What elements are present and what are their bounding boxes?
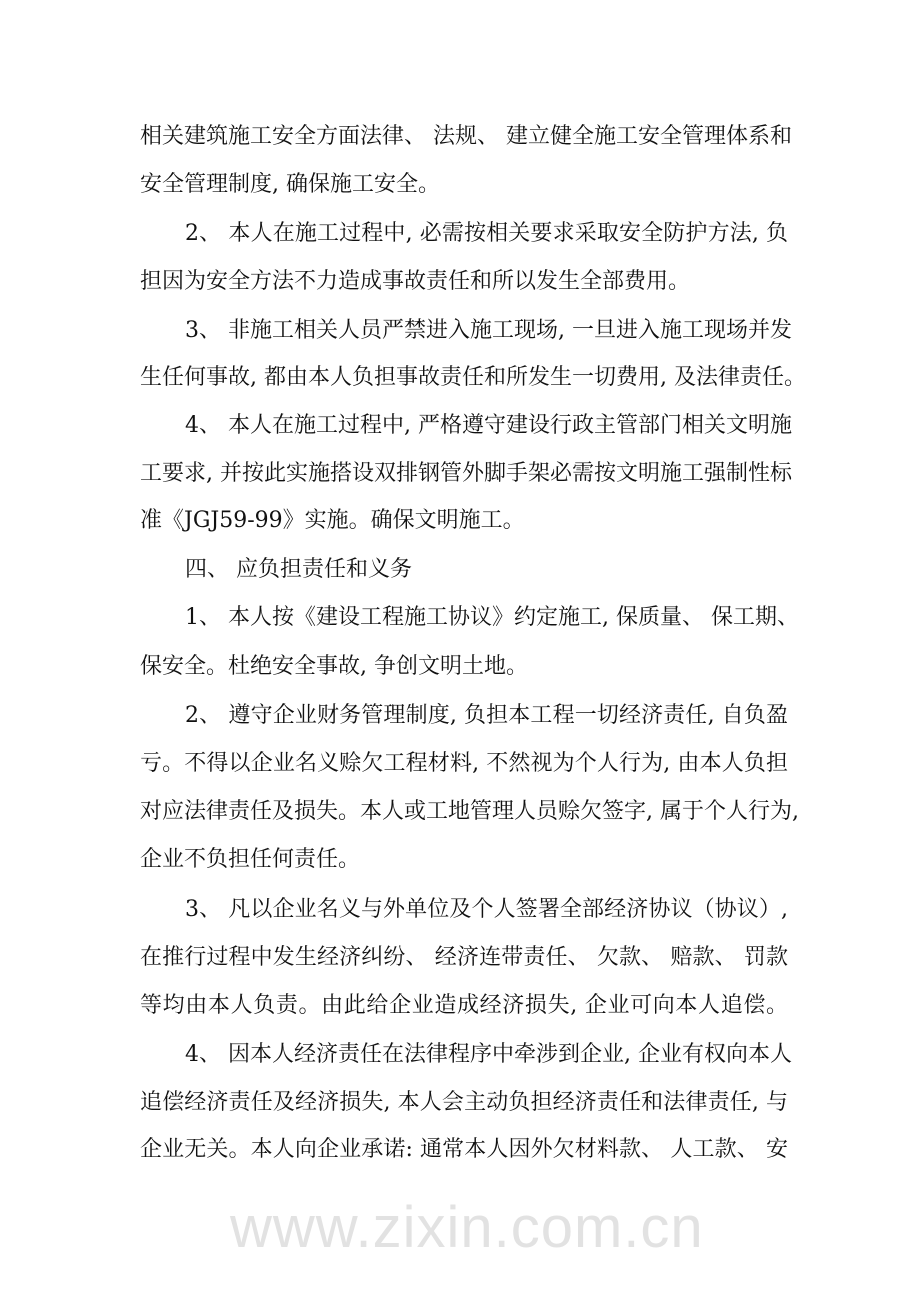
paragraph-line: 4、 因本人经济责任在法律程序中牵涉到企业, 企业有权向本人 xyxy=(185,1042,792,1067)
paragraph-line: 相关建筑施工安全方面法律、 法规、 建立健全施工安全管理体系和 xyxy=(140,124,792,149)
paragraph-line: 等均由本人负责。由此给企业造成经济损失, 企业可向本人追偿。 xyxy=(140,993,788,1018)
paragraph-line: 亏。不得以企业名义赊欠工程材料, 不然视为个人行为, 由本人负担 xyxy=(140,751,788,776)
paragraph-line: 4、 本人在施工过程中, 严格遵守建设行政主管部门相关文明施 xyxy=(185,413,792,438)
paragraph-line: 对应法律责任及损失。本人或工地管理人员赊欠签字, 属于个人行为, xyxy=(140,799,799,824)
paragraph-line: 企业不负担任何责任。 xyxy=(140,847,361,872)
section-heading: 四、 应负担责任和义务 xyxy=(185,557,412,582)
paragraph-line: 保安全。杜绝安全事故, 争创文明土地。 xyxy=(140,654,528,679)
paragraph-line: 工要求, 并按此实施搭设双排钢管外脚手架必需按文明施工强制性标 xyxy=(140,461,792,486)
paragraph-line: 1、 本人按《建设工程施工协议》约定施工, 保质量、 保工期、 xyxy=(185,605,799,630)
paragraph-line: 担因为安全方法不力造成事故责任和所以发生全部费用。 xyxy=(140,269,691,294)
paragraph-line: 2、 本人在施工过程中, 必需按相关要求采取安全防护方法, 负 xyxy=(185,221,788,246)
paragraph-line: 追偿经济责任及经济损失, 本人会主动负担经济责任和法律责任, 与 xyxy=(140,1090,788,1115)
watermark: www.zixin.com.cn xyxy=(230,1195,704,1260)
paragraph-line: 3、 非施工相关人员严禁进入施工现场, 一旦进入施工现场并发 xyxy=(185,318,792,343)
paragraph-line: 生任何事故, 都由本人负担事故责任和所发生一切费用, 及法律责任。 xyxy=(140,365,806,390)
paragraph-line: 2、 遵守企业财务管理制度, 负担本工程一切经济责任, 自负盈 xyxy=(185,703,788,728)
paragraph-line: 企业无关。本人向企业承诺: 通常本人因外欠材料款、 人工款、 安 xyxy=(140,1137,788,1162)
paragraph-line: 3、 凡以企业名义与外单位及个人签署全部经济协议（协议）, xyxy=(185,897,788,922)
paragraph-line: 在推行过程中发生经济纠纷、 经济连带责任、 欠款、 赔款、 罚款 xyxy=(140,945,788,970)
paragraph-line: 准《JGJ59-99》实施。确保文明施工。 xyxy=(140,508,525,533)
paragraph-line: 安全管理制度, 确保施工安全。 xyxy=(140,172,440,197)
